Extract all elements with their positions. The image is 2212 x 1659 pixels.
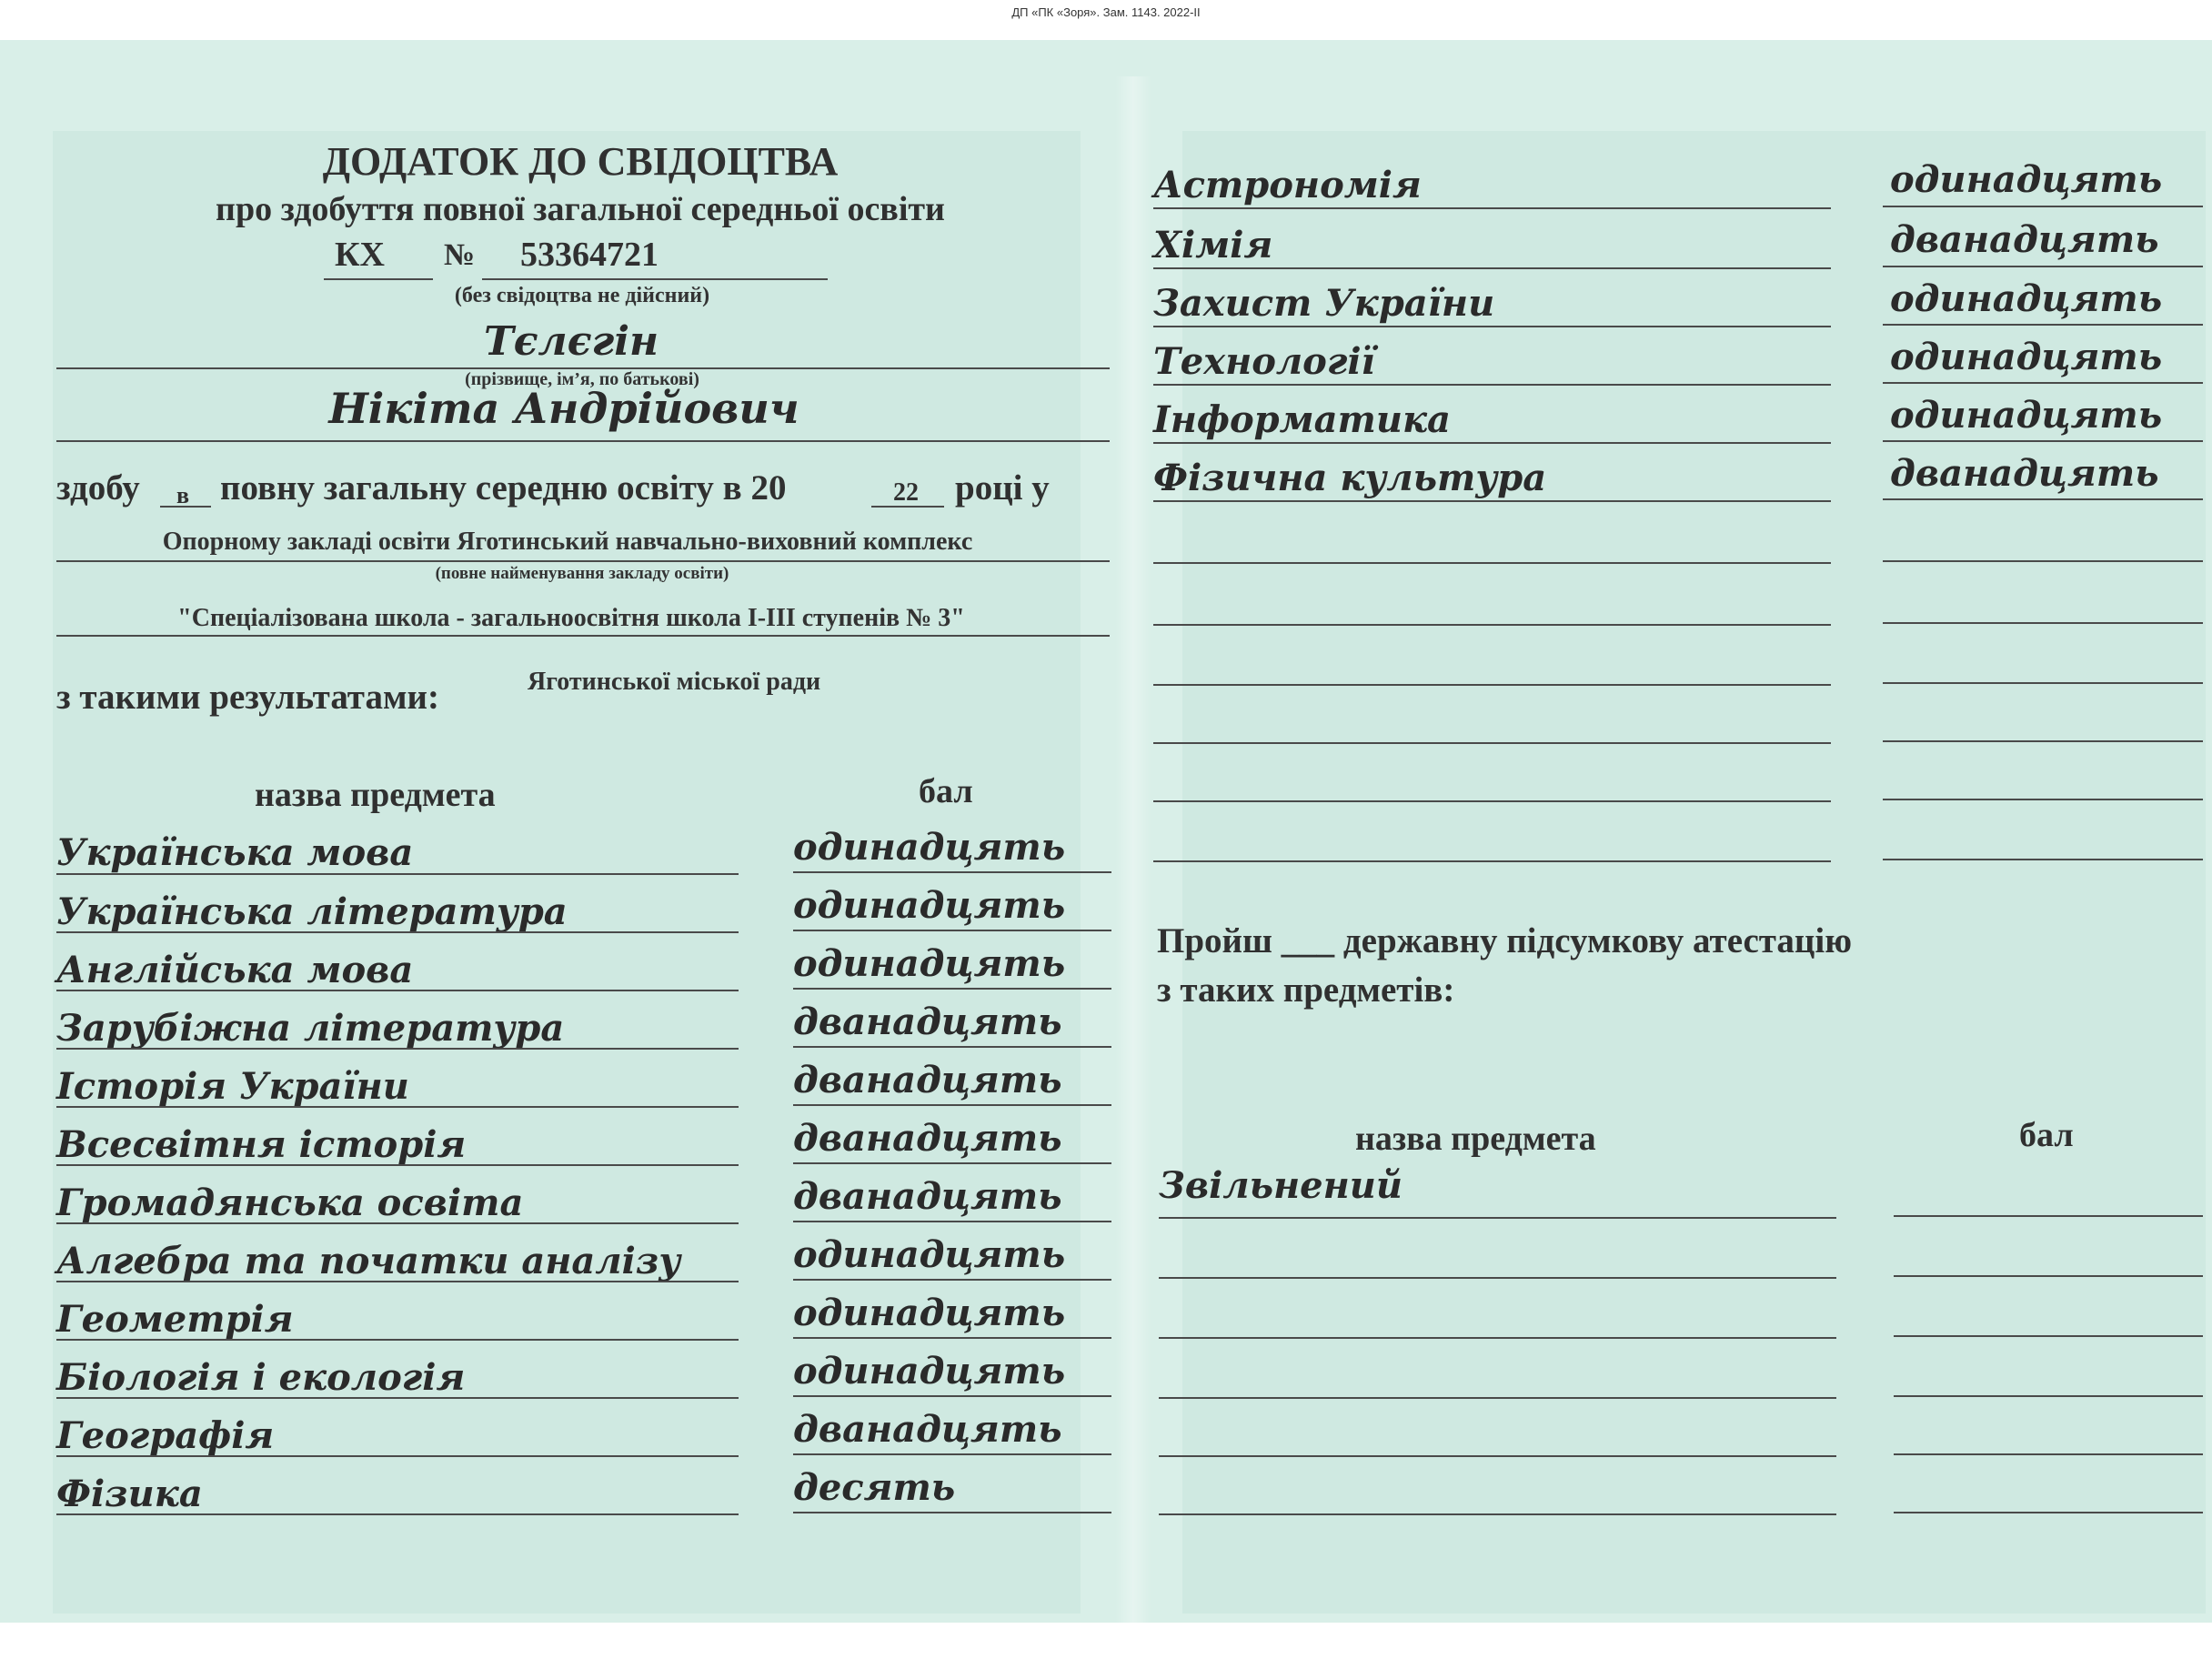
subject-name: Астрономія: [1153, 164, 1422, 206]
subject-grade: одинадцять: [1890, 394, 2163, 437]
gender-underline: [160, 506, 211, 508]
subject-name: Історія України: [56, 1065, 409, 1108]
subject-grade: дванадцять: [793, 1175, 1062, 1218]
subject-grade: дванадцять: [793, 1408, 1062, 1451]
subject-grade: десять: [793, 1466, 956, 1509]
row-underline: [1883, 324, 2203, 326]
row-underline: [1883, 498, 2203, 500]
obtained-middle: повну загальну середню освіту в 20: [220, 468, 787, 508]
empty-row-underline: [1883, 740, 2203, 742]
row-underline: [1159, 1217, 1836, 1219]
series-underline: [324, 278, 433, 280]
row-underline: [56, 1222, 739, 1224]
row-underline: [793, 988, 1111, 990]
empty-row-underline: [1153, 742, 1831, 744]
empty-row-underline: [1153, 684, 1831, 686]
row-underline: [793, 1337, 1111, 1339]
number-sign: №: [444, 238, 476, 272]
row-underline: [793, 1279, 1111, 1281]
row-underline: [793, 1046, 1111, 1048]
exam-column-header-grade: бал: [2019, 1116, 2074, 1154]
empty-row-underline: [1894, 1335, 2203, 1337]
printer-imprint: ДП «ПК «Зоря». Зам. 1143. 2022-ІІ: [1011, 5, 1201, 19]
subject-name: Фізична культура: [1153, 457, 1547, 499]
subject-name: Геометрія: [56, 1298, 294, 1341]
subject-grade: одинадцять: [793, 942, 1066, 985]
year-underline: [871, 506, 944, 508]
subject-grade: одинадцять: [1890, 277, 2163, 320]
row-underline: [793, 1104, 1111, 1106]
subject-name: Українська література: [56, 890, 568, 933]
subject-grade: одинадцять: [793, 884, 1066, 927]
subject-name: Хімія: [1153, 224, 1273, 266]
row-underline: [793, 930, 1111, 931]
school-caption: (повне найменування закладу освіти): [435, 564, 729, 583]
subject-grade: одинадцять: [793, 1350, 1066, 1393]
row-underline: [1153, 207, 1831, 209]
empty-row-underline: [1153, 562, 1831, 564]
row-underline: [56, 1048, 739, 1050]
row-underline: [56, 1164, 739, 1166]
row-underline: [56, 931, 739, 933]
subject-name: Зарубіжна література: [56, 1007, 565, 1050]
row-underline: [1153, 500, 1831, 502]
empty-row-underline: [1894, 1395, 2203, 1397]
school-line1-underline: [56, 560, 1110, 562]
series-value: КХ: [335, 236, 385, 274]
subject-name: Географія: [56, 1414, 275, 1457]
row-underline: [1883, 382, 2203, 384]
empty-row-underline: [1894, 1512, 2203, 1513]
obtained-end: році у: [955, 468, 1050, 508]
given-names-underline: [56, 440, 1110, 442]
number-underline: [482, 278, 828, 280]
validity-note: (без свідоцтва не дійсний): [454, 284, 710, 307]
empty-row-underline: [1894, 1275, 2203, 1277]
row-underline: [793, 1453, 1111, 1455]
attestation-line1: Пройш ___ державну підсумкову атестацію: [1157, 921, 1853, 960]
subject-grade: дванадцять: [793, 1059, 1062, 1101]
school-name-line2: "Спеціалізована школа - загальноосвітня школа І-ІІІ ступенів № 3": [177, 604, 965, 632]
results-label: з такими результатами:: [56, 678, 439, 717]
subject-grade: одинадцять: [1890, 158, 2163, 201]
column-header-subject: назва предмета: [255, 776, 496, 814]
row-underline: [1153, 267, 1831, 269]
row-underline: [1894, 1215, 2203, 1217]
row-underline: [56, 1106, 739, 1108]
row-underline: [56, 1513, 739, 1515]
subject-name: Технології: [1153, 340, 1375, 383]
page-fold: [1115, 76, 1151, 1659]
empty-row-underline: [1883, 560, 2203, 562]
subject-name: Інформатика: [1153, 398, 1451, 441]
empty-row-underline: [1894, 1453, 2203, 1455]
empty-row-underline: [1159, 1277, 1836, 1279]
row-underline: [56, 1281, 739, 1282]
document-title: ДОДАТОК ДО СВІДОЦТВА: [322, 139, 839, 184]
row-underline: [793, 1221, 1111, 1222]
empty-row-underline: [1153, 860, 1831, 862]
empty-row-underline: [1159, 1455, 1836, 1457]
subject-grade: одинадцять: [793, 1292, 1066, 1334]
row-underline: [793, 1512, 1111, 1513]
row-underline: [56, 1339, 739, 1341]
row-underline: [1883, 206, 2203, 207]
exam-column-header-subject: назва предмета: [1355, 1120, 1596, 1158]
subject-name: Алгебра та початки аналізу: [56, 1240, 681, 1282]
row-underline: [1883, 440, 2203, 442]
subject-name: Біологія і екологія: [56, 1356, 466, 1399]
attestation-line2: з таких предметів:: [1157, 970, 1455, 1010]
given-names: Нікіта Андрійович: [328, 384, 799, 433]
row-underline: [1153, 442, 1831, 444]
subject-grade: одинадцять: [793, 826, 1066, 869]
row-underline: [793, 1395, 1111, 1397]
subject-name: Всесвітня історія: [56, 1123, 467, 1166]
year-suffix: 22: [893, 478, 919, 507]
school-line2-underline: [56, 635, 1110, 637]
subject-grade: одинадцять: [793, 1233, 1066, 1276]
subject-name: Фізика: [56, 1473, 203, 1515]
empty-row-underline: [1153, 624, 1831, 626]
subject-grade: дванадцять: [793, 1000, 1062, 1043]
empty-row-underline: [1159, 1337, 1836, 1339]
row-underline: [56, 1455, 739, 1457]
obtained-prefix: здобу: [56, 468, 140, 508]
empty-row-underline: [1159, 1513, 1836, 1515]
empty-row-underline: [1883, 799, 2203, 800]
empty-row-underline: [1883, 682, 2203, 684]
row-underline: [793, 871, 1111, 873]
subject-grade: одинадцять: [1890, 336, 2163, 378]
row-underline: [56, 1397, 739, 1399]
empty-row-underline: [1153, 800, 1831, 802]
row-underline: [1153, 384, 1831, 386]
row-underline: [56, 873, 739, 875]
gender-suffix: в: [176, 482, 190, 508]
surname: Тєлєгін: [483, 318, 659, 365]
certificate-number: 53364721: [520, 236, 659, 274]
row-underline: [1883, 266, 2203, 267]
subject-name: Українська мова: [56, 831, 414, 874]
exam-subject-name: Звільнений: [1159, 1164, 1403, 1207]
row-underline: [56, 990, 739, 991]
subject-grade: дванадцять: [1890, 452, 2159, 495]
name-caption: (прізвище, ім’я, по батькові): [465, 369, 699, 389]
subject-grade: дванадцять: [1890, 218, 2159, 261]
subject-name: Англійська мова: [56, 949, 414, 991]
empty-row-underline: [1883, 622, 2203, 624]
subject-name: Захист України: [1153, 282, 1495, 325]
row-underline: [793, 1162, 1111, 1164]
column-header-grade: бал: [919, 772, 973, 810]
empty-row-underline: [1883, 859, 2203, 860]
subject-name: Громадянська освіта: [56, 1181, 524, 1224]
school-name-line1: Опорному закладі освіти Яготинський навчально-виховний комплекс: [162, 528, 973, 556]
school-name-line3: Яготинської міської ради: [528, 668, 821, 696]
row-underline: [1153, 326, 1831, 327]
document-subtitle: про здобуття повної загальної середньої освіти: [216, 190, 945, 228]
empty-row-underline: [1159, 1397, 1836, 1399]
subject-grade: дванадцять: [793, 1117, 1062, 1160]
